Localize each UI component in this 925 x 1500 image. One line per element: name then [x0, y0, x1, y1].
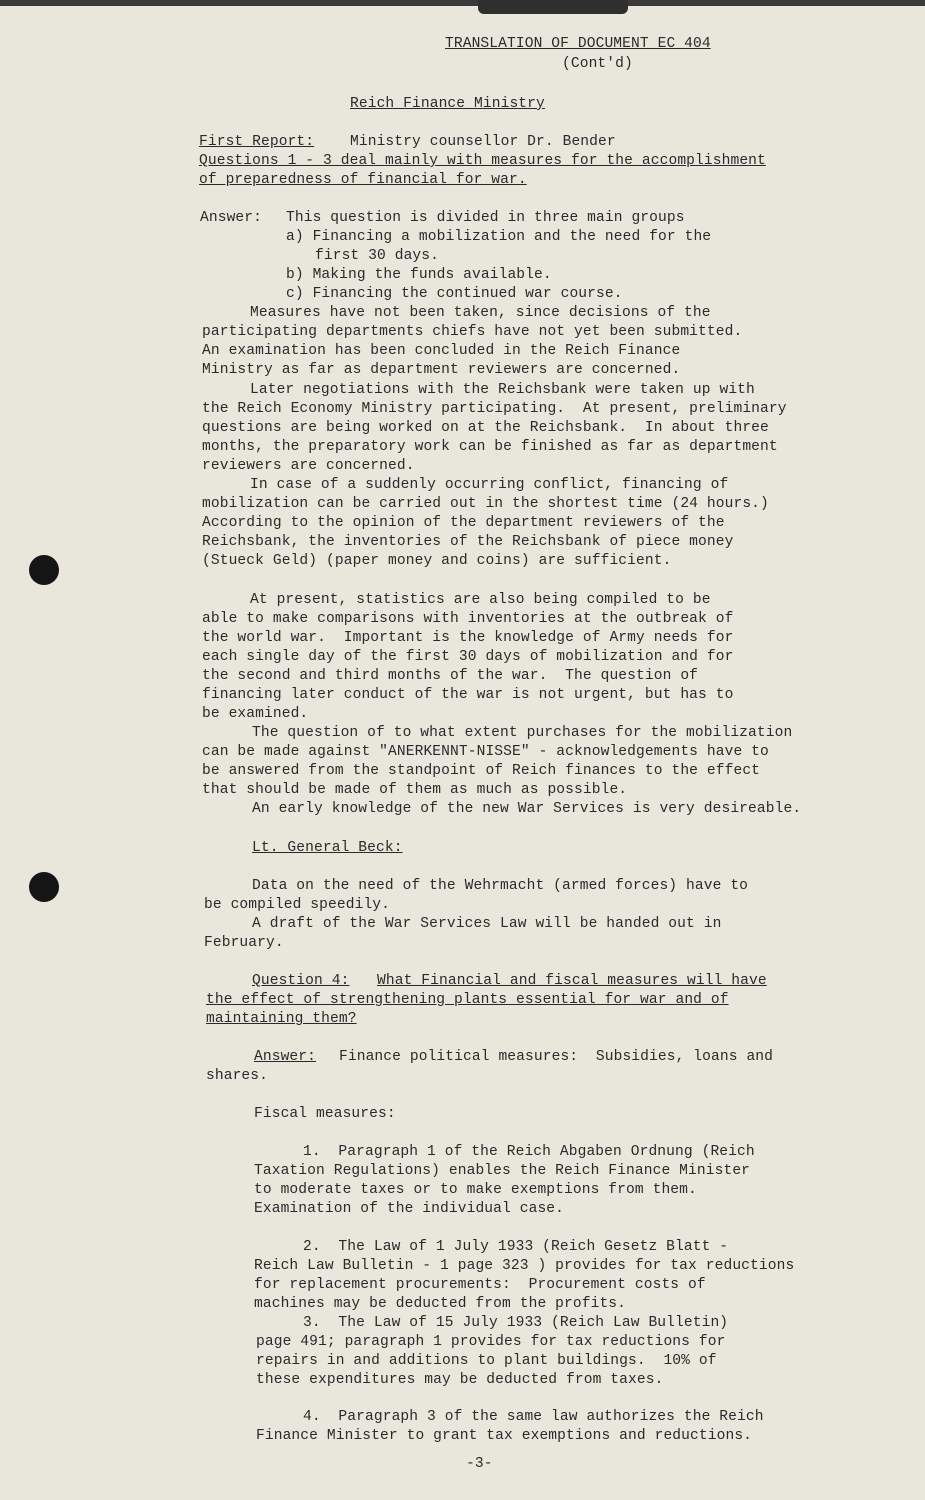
para-4-line: be examined.	[202, 706, 309, 722]
measure-4-line: Finance Minister to grant tax exemptions and reductions.	[256, 1428, 753, 1444]
measure-3-line: repairs in and additions to plant buildings. 10% of	[256, 1353, 717, 1369]
para-1-line: Ministry as far as department reviewers are concerned.	[202, 362, 681, 378]
answer-1-intro: This question is divided in three main groups	[286, 210, 685, 226]
measure-3-line: these expenditures may be deducted from taxes.	[256, 1372, 664, 1388]
para-4-line: the world war. Important is the knowledge of Army needs for	[202, 630, 734, 646]
question-4-text: maintaining them?	[206, 1011, 357, 1027]
page-number: -3-	[466, 1456, 493, 1472]
measure-1-line: Taxation Regulations) enables the Reich Finance Minister	[254, 1163, 751, 1179]
para-5-line: be answered from the standpoint of Reich finances to the effect	[202, 763, 761, 779]
para-3-line: According to the opinion of the department reviewers of the	[202, 515, 725, 531]
para-1-line: participating departments chiefs have not yet been submitted.	[202, 324, 743, 340]
translation-title: TRANSLATION OF DOCUMENT EC 404	[445, 36, 711, 52]
para-3-line: mobilization can be carried out in the shortest time (24 hours.)	[202, 496, 769, 512]
answer-1-item-a-cont: first 30 days.	[315, 248, 440, 264]
scan-top-edge	[0, 0, 925, 6]
answer-2-text: Finance political measures: Subsidies, loans and	[339, 1049, 774, 1065]
para-5-line: that should be made of them as much as possible.	[202, 782, 628, 798]
answer-2-text: shares.	[206, 1068, 269, 1084]
para-5-line: can be made against "ANERKENNT-NISSE" - acknowledgements have to	[202, 744, 769, 760]
para-4-line: At present, statistics are also being compiled to be	[250, 592, 711, 608]
para-1-line: Measures have not been taken, since decisions of the	[250, 305, 711, 321]
first-report-label: First Report:	[199, 134, 315, 150]
measure-3-line: page 491; paragraph 1 provides for tax reductions for	[256, 1334, 726, 1350]
first-report-speaker: Ministry counsellor Dr. Bender	[350, 134, 616, 150]
para-2-line: the Reich Economy Ministry participating. At present, preliminary	[202, 401, 787, 417]
para-2-line: questions are being worked on at the Reichsbank. In about three	[202, 420, 769, 436]
para-3-line: (Stueck Geld) (paper money and coins) are sufficient.	[202, 553, 672, 569]
fiscal-measures-heading: Fiscal measures:	[254, 1106, 396, 1122]
para-4-line: able to make comparisons with inventories at the outbreak of	[202, 611, 734, 627]
measure-4-line: 4. Paragraph 3 of the same law authorizes the Reich	[303, 1409, 764, 1425]
measure-2-line: Reich Law Bulletin - 1 page 323 ) provides for tax reductions	[254, 1258, 795, 1274]
answer-2-label: Answer:	[254, 1049, 317, 1065]
beck-label: Lt. General Beck:	[252, 840, 403, 856]
para-6-line: An early knowledge of the new War Services is very desireable.	[252, 801, 802, 817]
measure-2-line: machines may be deducted from the profits.	[254, 1296, 627, 1312]
continued-label: (Cont'd)	[562, 56, 633, 72]
punch-hole-upper	[29, 555, 59, 585]
question-4-text: the effect of strengthening plants essential for war and of	[206, 992, 729, 1008]
para-5-line: The question of to what extent purchases for the mobilization	[252, 725, 793, 741]
beck-para-1-line: be compiled speedily.	[204, 897, 391, 913]
para-3-line: Reichsbank, the inventories of the Reichsbank of piece money	[202, 534, 734, 550]
para-4-line: the second and third months of the war. The question of	[202, 668, 699, 684]
question-1-3-line-2: of preparedness of financial for war.	[199, 172, 527, 188]
answer-1-item-b: b) Making the funds available.	[286, 267, 552, 283]
ministry-heading: Reich Finance Ministry	[350, 96, 545, 112]
answer-1-item-c: c) Financing the continued war course.	[286, 286, 623, 302]
question-1-3-line-1: Questions 1 - 3 deal mainly with measures for the accomplishment	[199, 153, 766, 169]
beck-para-2-line: A draft of the War Services Law will be handed out in	[252, 916, 722, 932]
para-2-line: reviewers are concerned.	[202, 458, 415, 474]
question-4-label: Question 4:	[252, 973, 350, 989]
para-2-line: Later negotiations with the Reichsbank were taken up with	[250, 382, 755, 398]
measure-1-line: 1. Paragraph 1 of the Reich Abgaben Ordnung (Reich	[303, 1144, 755, 1160]
para-4-line: each single day of the first 30 days of mobilization and for	[202, 649, 734, 665]
measure-1-line: to moderate taxes or to make exemptions from them.	[254, 1182, 697, 1198]
para-3-line: In case of a suddenly occurring conflict, financing of	[250, 477, 729, 493]
measure-2-line: 2. The Law of 1 July 1933 (Reich Gesetz Blatt -	[303, 1239, 729, 1255]
scan-binder-tab	[478, 0, 628, 14]
beck-para-1-line: Data on the need of the Wehrmacht (armed forces) have to	[252, 878, 749, 894]
measure-3-line: 3. The Law of 15 July 1933 (Reich Law Bulletin)	[303, 1315, 729, 1331]
para-2-line: months, the preparatory work can be finished as far as department	[202, 439, 778, 455]
answer-1-label: Answer:	[200, 210, 263, 226]
answer-1-item-a: a) Financing a mobilization and the need for the	[286, 229, 712, 245]
beck-para-2-line: February.	[204, 935, 284, 951]
measure-2-line: for replacement procurements: Procurement costs of	[254, 1277, 706, 1293]
para-4-line: financing later conduct of the war is not urgent, but has to	[202, 687, 734, 703]
punch-hole-lower	[29, 872, 59, 902]
para-1-line: An examination has been concluded in the Reich Finance	[202, 343, 681, 359]
measure-1-line: Examination of the individual case.	[254, 1201, 565, 1217]
question-4-text: What Financial and fiscal measures will have	[377, 973, 767, 989]
